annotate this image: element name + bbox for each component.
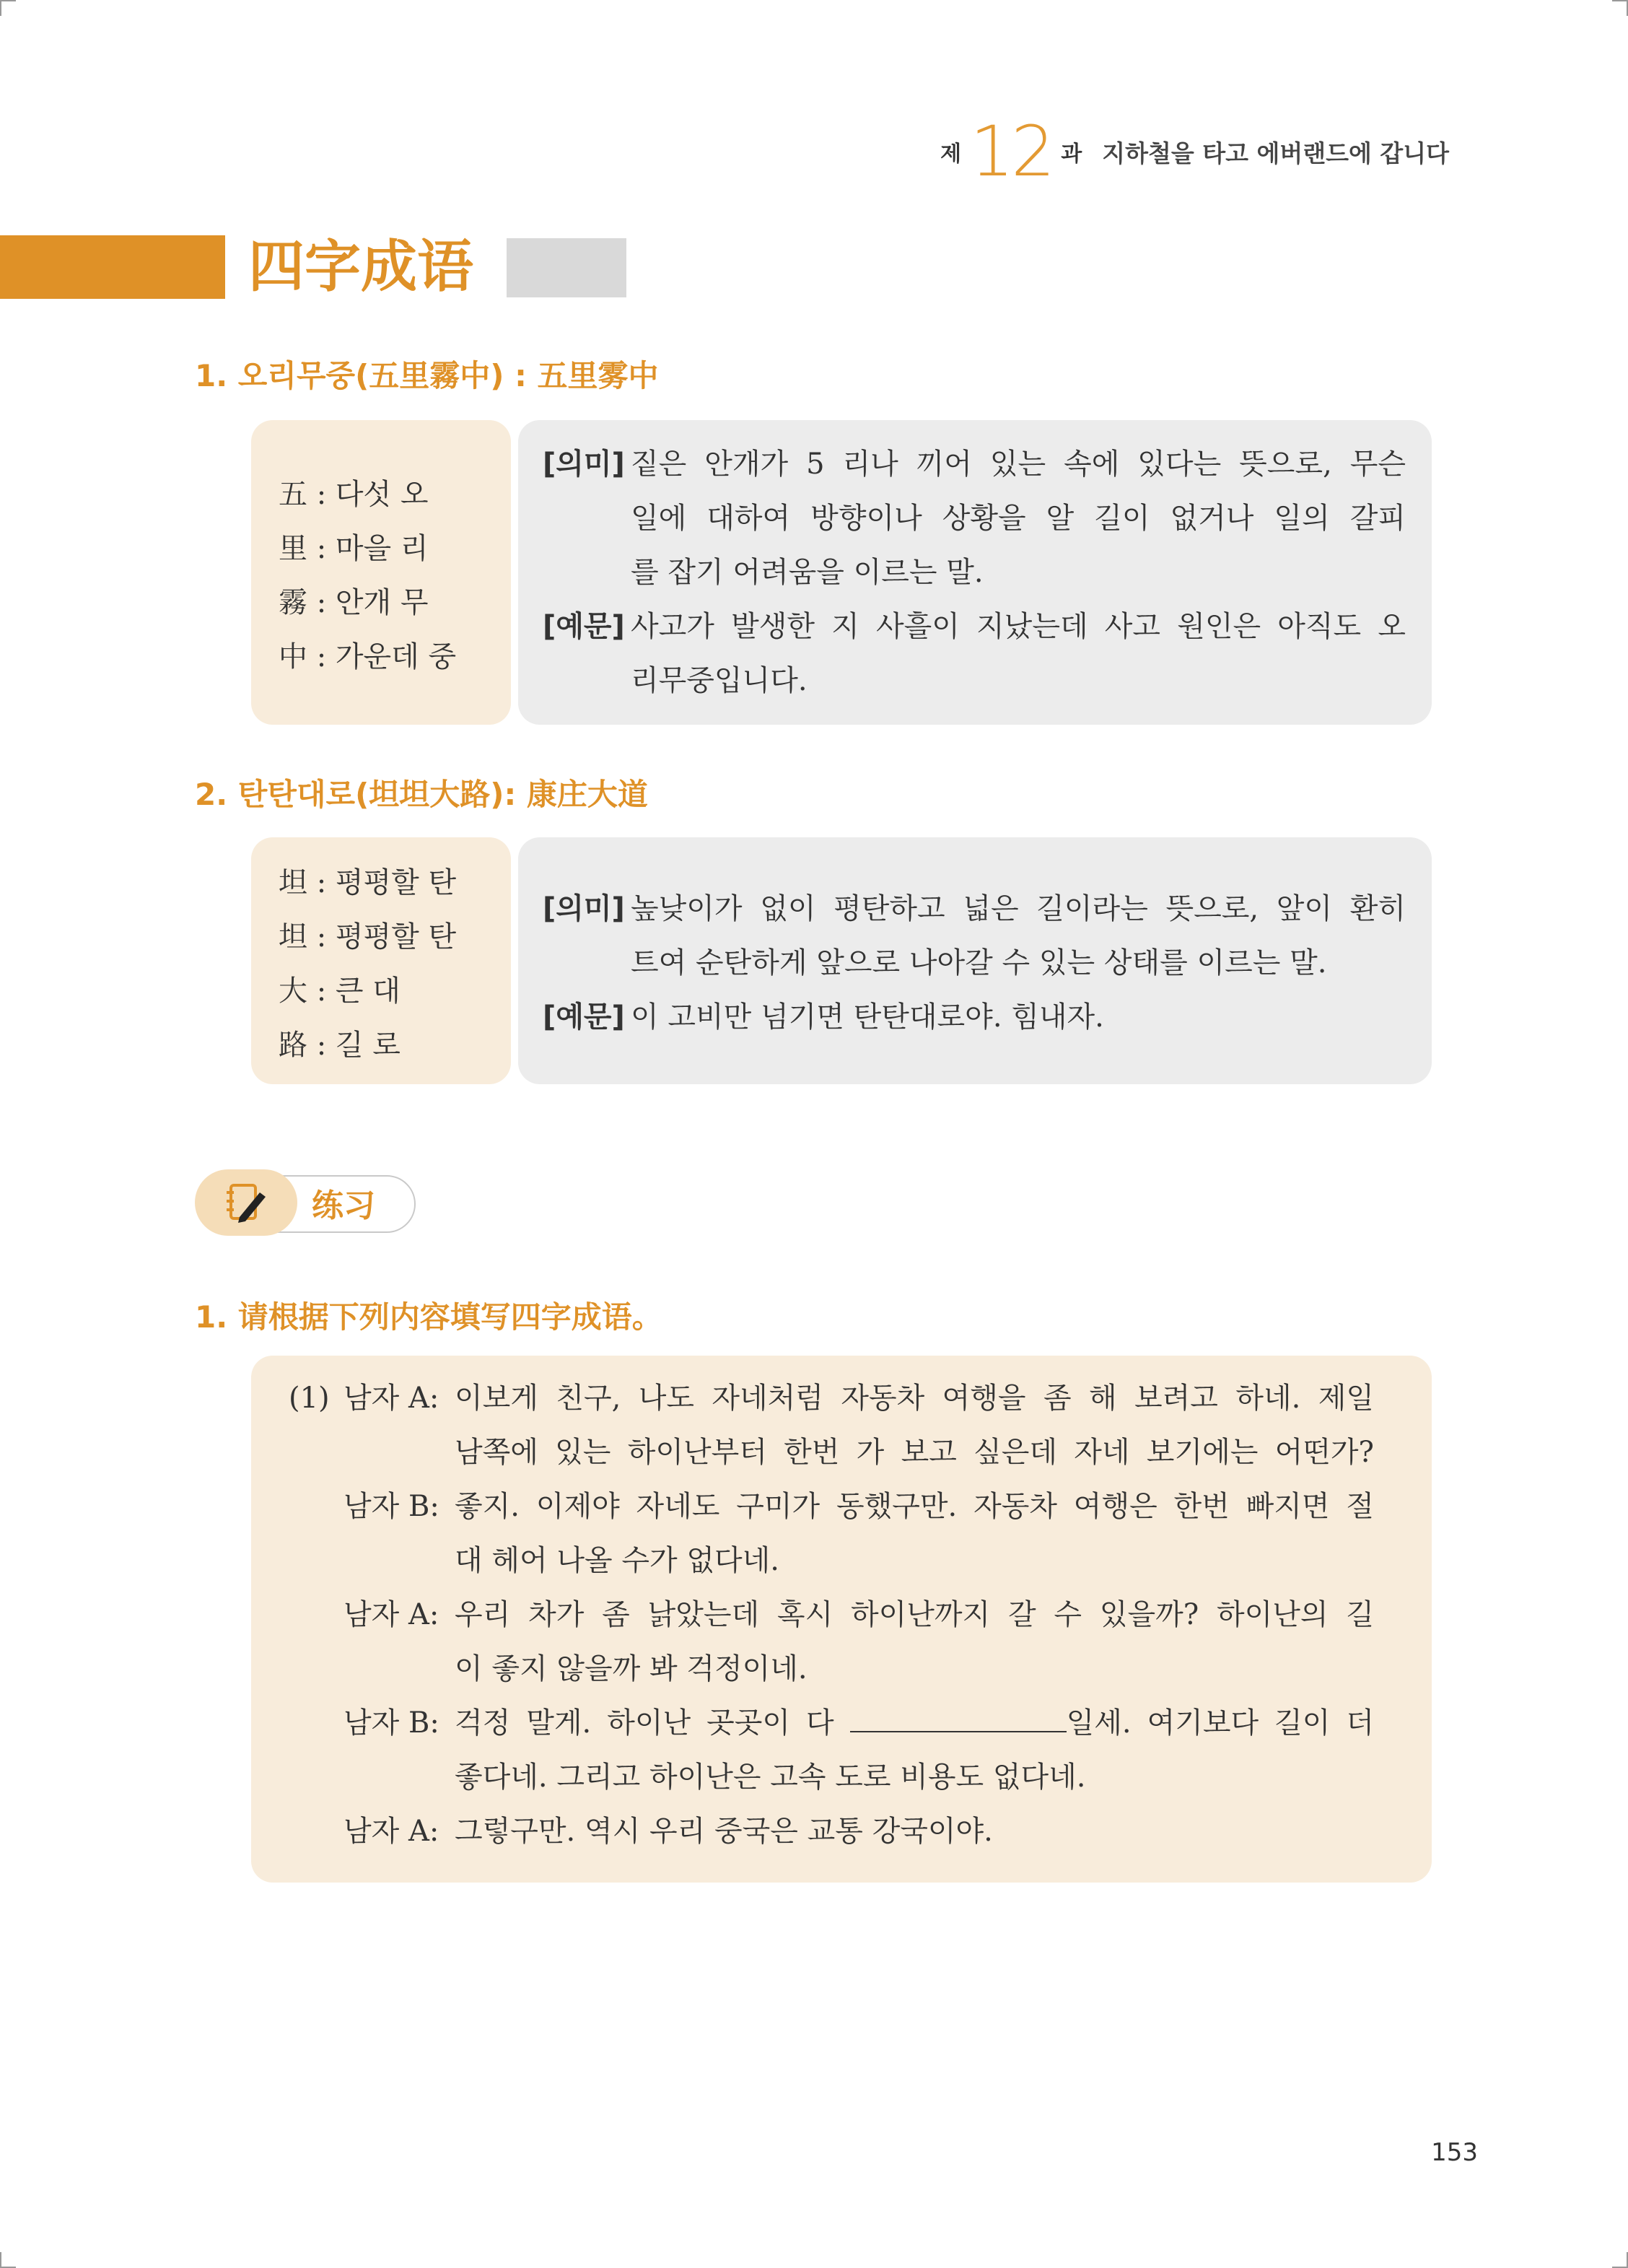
- dialogue-line: 좋다네. 그리고 하이난은 고속 도로 비용도 없다네.: [455, 1761, 1086, 1794]
- idiom-definition-1: [543, 437, 1406, 708]
- meaning-tag: [의미]: [543, 892, 625, 925]
- practice-label: 练习: [312, 1187, 375, 1224]
- speaker-label: 남자 A:: [343, 1598, 439, 1631]
- lesson-suffix: 과: [1061, 141, 1082, 167]
- char-gloss: 里 : 마을 리: [279, 532, 429, 565]
- dialogue-line: 남쪽에 있는 하이난부터 한번 가 보고 싶은데 자네 보기에는 어떤가?: [455, 1436, 1374, 1469]
- example-line: 리무중입니다.: [631, 664, 808, 697]
- dialogue-line: 이보게 친구, 나도 자네처럼 자동차 여행을 좀 해 보려고 하네. 제일: [455, 1382, 1374, 1415]
- example-line: 이 고비만 넘기면 탄탄대로야. 힘내자.: [631, 1000, 1104, 1034]
- idiom-heading-1: 1. 오리무중(五里霧中) : 五里雾中: [195, 358, 659, 393]
- dialogue-text-post: 일세. 여기보다 길이 더: [1066, 1706, 1374, 1740]
- speaker-label: 남자 B:: [343, 1706, 439, 1740]
- answer-blank[interactable]: [850, 1704, 1067, 1732]
- meaning-line: 일에 대하여 방향이나 상황을 알 길이 없거나 일의 갈피: [631, 502, 1406, 535]
- page-number: 153: [1431, 2138, 1478, 2167]
- meaning-tag: [의미]: [543, 448, 625, 481]
- crop-mark: [0, 0, 16, 1]
- dialogue-line-with-blank: [455, 1696, 1374, 1750]
- meaning-line: 트여 순탄하게 앞으로 나아갈 수 있는 상태를 이르는 말.: [631, 946, 1327, 980]
- char-gloss: 霧 : 안개 무: [279, 586, 429, 619]
- dialogue-line: 우리 차가 좀 낡았는데 혹시 하이난까지 갈 수 있을까? 하이난의 길: [455, 1598, 1374, 1631]
- idiom-heading-2: 2. 탄탄대로(坦坦大路): 康庄大道: [195, 777, 648, 812]
- char-gloss: 路 : 길 로: [279, 1029, 401, 1062]
- crop-mark: [0, 2252, 1, 2268]
- speaker-label: 남자 A:: [343, 1382, 439, 1415]
- char-gloss: 坦 : 평평할 탄: [279, 866, 457, 899]
- example-line: 사고가 발생한 지 사흘이 지났는데 사고 원인은 아직도 오: [631, 610, 1406, 643]
- char-gloss: 中 : 가운데 중: [279, 640, 457, 673]
- exercise-heading: 1. 请根据下列内容填写四字成语。: [195, 1299, 662, 1335]
- dialogue-line: 좋지. 이제야 자네도 구미가 동했구만. 자동차 여행은 한번 빠지면 절: [455, 1490, 1374, 1523]
- char-gloss: 大 : 큰 대: [279, 974, 401, 1008]
- practice-icon-circle: [195, 1169, 297, 1236]
- speaker-label: 남자 A:: [343, 1815, 439, 1848]
- section-banner-grey-block: [507, 238, 626, 297]
- dialogue: [289, 1371, 1374, 1859]
- item-number: (1): [289, 1382, 330, 1415]
- dialogue-line: 대 헤어 나올 수가 없다네.: [455, 1544, 779, 1577]
- section-title: 四字成语: [248, 235, 474, 300]
- lesson-number: 12: [970, 111, 1053, 192]
- meaning-line: 짙은 안개가 5 리나 끼어 있는 속에 있다는 뜻으로, 무슨: [631, 448, 1406, 481]
- example-tag: [예문]: [543, 1000, 625, 1034]
- dialogue-text-pre: 걱정 말게. 하이난 곳곳이 다: [455, 1706, 850, 1740]
- dialogue-line: 그렇구만. 역시 우리 중국은 교통 강국이야.: [455, 1815, 993, 1848]
- dialogue-line: 이 좋지 않을까 봐 걱정이네.: [455, 1652, 808, 1685]
- meaning-line: 를 잡기 어려움을 이르는 말.: [631, 556, 984, 589]
- lesson-header: [940, 108, 1449, 195]
- idiom-definition-2: [543, 882, 1406, 1044]
- lesson-title: 지하철을 타고 에버랜드에 갑니다: [1102, 139, 1449, 167]
- idiom-chars-1: [279, 468, 456, 684]
- char-gloss: 坦 : 평평할 탄: [279, 920, 457, 954]
- crop-mark: [1612, 0, 1628, 1]
- char-gloss: 五 : 다섯 오: [279, 478, 429, 511]
- meaning-line: 높낮이가 없이 평탄하고 넓은 길이라는 뜻으로, 앞이 환히: [631, 892, 1406, 925]
- crop-mark: [0, 0, 1, 16]
- speaker-label: 남자 B:: [343, 1490, 439, 1523]
- section-banner-bar: [0, 235, 225, 299]
- example-tag: [예문]: [543, 610, 625, 643]
- lesson-prefix: 제: [940, 141, 962, 167]
- idiom-chars-2: [279, 856, 456, 1073]
- pencil-notebook-icon: [195, 1169, 297, 1236]
